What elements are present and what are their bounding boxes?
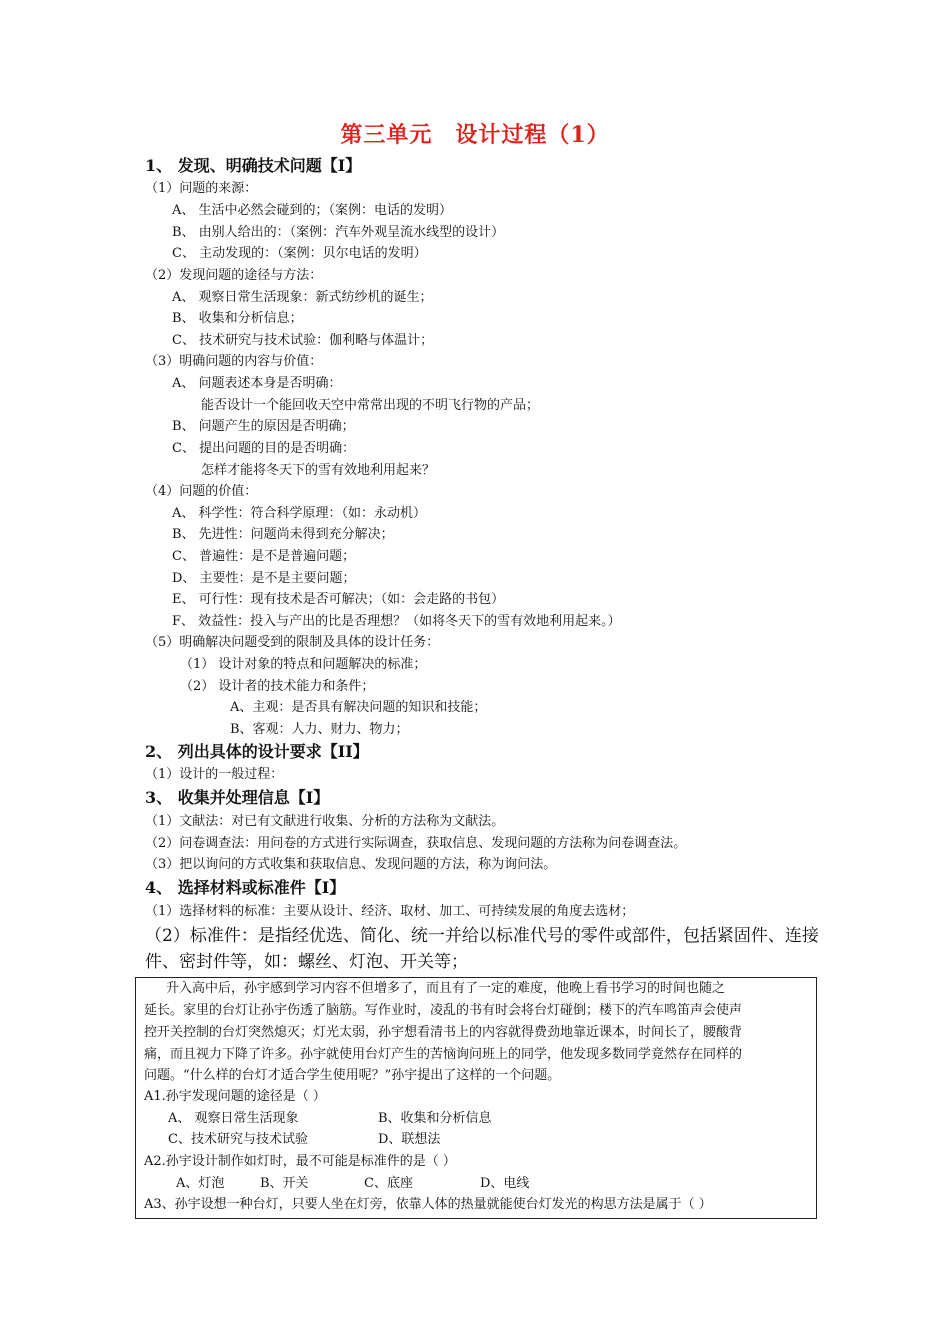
text-line: （4）问题的价值： [145,484,258,499]
question-a1: A1.孙宇发现问题的途径是（ ） [144,1089,326,1104]
text-line-large: （2）标准件：是指经优选、简化、统一并给以标准代号的零件或部件，包括紧固件、连接 [145,926,819,946]
text-line: 怎样才能将冬天下的雪有效地利用起来？ [201,463,436,478]
text-line: （1）设计的一般过程： [145,767,284,782]
text-line: C、 主动发现的：（案例：贝尔电话的发明） [172,246,427,261]
text-line: （2） 设计者的技术能力和条件； [180,679,375,694]
case-paragraph-line: 痛，而且视力下降了许多。孙宇就使用台灯产生的苦恼询问班上的同学，他发现多数同学竟然存在同样的 [144,1047,743,1062]
case-paragraph-line: 问题。“什么样的台灯才适合学生使用呢？”孙宇提出了这样的一个问题。 [144,1068,561,1083]
option-a2-c: C、底座 [364,1176,413,1191]
section-heading-3: 3、 收集并处理信息【I】 [145,788,330,807]
text-line: A、 生活中必然会碰到的；（案例：电话的发明） [172,203,453,218]
case-study-box [135,977,817,1219]
text-line: 能否设计一个能回收天空中常常出现的不明飞行物的产品； [201,398,540,413]
option-a1-c: C、技术研究与技术试验 [168,1132,308,1147]
text-line-large: 件、密封件等，如：螺丝、灯泡、开关等； [145,952,468,972]
page-title: 第三单元 设计过程（1） [340,122,610,148]
text-line: B、 先进性：问题尚未得到充分解决； [172,527,394,542]
text-line: E、 可行性：现有技术是否可解决；（如：会走路的书包） [172,592,505,607]
text-line: B、客观：人力、财力、物力； [230,722,409,737]
text-line: （1）选择材料的标准：主要从设计、经济、取材、加工、可持续发展的角度去选材； [145,904,635,919]
text-line: A、 问题表述本身是否明确： [172,376,342,391]
text-line: （1）问题的来源： [145,181,258,196]
question-a3: A3、孙宇设想一种台灯，只要人坐在灯旁，依靠人体的热量就能使台灯发光的构思方法是属于（ ） [144,1197,712,1212]
text-line: （3）把以询问的方式收集和获取信息、发现问题的方法，称为询问法。 [145,857,557,872]
question-a2: A2.孙宇设计制作如灯时，最不可能是标准件的是（ ） [144,1154,456,1169]
text-line: （1） 设计对象的特点和问题解决的标准； [180,657,427,672]
text-line: A、主观：是否具有解决问题的知识和技能； [230,700,487,715]
text-line: B、 收集和分析信息； [172,311,303,326]
text-line: F、 效益性：投入与产出的比是否理想？（如将冬天下的雪有效地利用起来。） [172,614,621,629]
text-line: （5）明确解决问题受到的限制及具体的设计任务： [145,635,440,650]
text-line: （2）发现问题的途径与方法： [145,268,323,283]
section-heading-1: 1、 发现、明确技术问题【I】 [145,156,362,175]
text-line: D、 主要性：是不是主要问题； [172,571,356,586]
text-line: （1）文献法：对已有文献进行收集、分析的方法称为文献法。 [145,814,505,829]
text-line: A、 观察日常生活现象：新式纺纱机的诞生； [172,290,433,305]
text-line: B、 由别人给出的：（案例：汽车外观呈流水线型的设计） [172,225,505,240]
case-paragraph-line: 延长。家里的台灯让孙宇伤透了脑筋。写作业时，凌乱的书有时会将台灯碰倒；楼下的汽车鸣笛声会使声 [144,1003,743,1018]
text-line: C、 提出问题的目的是否明确： [172,441,356,456]
text-line: A、 科学性：符合科学原理：（如：永动机） [172,506,427,521]
case-paragraph-line: 控开关控制的台灯突然熄灭；灯光太弱，孙宇想看清书上的内容就得费劲地靠近课本，时间长了，腰酸背 [144,1025,743,1040]
text-line: C、 技术研究与技术试验：伽利略与体温计； [172,333,434,348]
option-a1-d: D、联想法 [378,1132,441,1147]
text-line: （3）明确问题的内容与价值： [145,354,323,369]
text-line: B、 问题产生的原因是否明确； [172,419,355,434]
text-line: （2）问卷调查法：用问卷的方式进行实际调查，获取信息、发现问题的方法称为问卷调查法。 [145,836,687,851]
option-a2-d: D、电线 [480,1176,530,1191]
section-heading-4: 4、 选择材料或标准件【I】 [145,878,346,897]
option-a1-a: A、 观察日常生活现象 [168,1111,299,1126]
option-a1-b: B、收集和分析信息 [378,1111,492,1126]
option-a2-b: B、开关 [260,1176,309,1191]
text-line: C、 普遍性：是不是普遍问题； [172,549,356,564]
case-paragraph-line: 升入高中后，孙宇感到学习内容不但增多了，而且有了一定的难度，他晚上看书学习的时间也随之 [166,981,726,996]
section-heading-2: 2、 列出具体的设计要求【II】 [145,742,369,761]
option-a2-a: A、灯泡 [176,1176,225,1191]
